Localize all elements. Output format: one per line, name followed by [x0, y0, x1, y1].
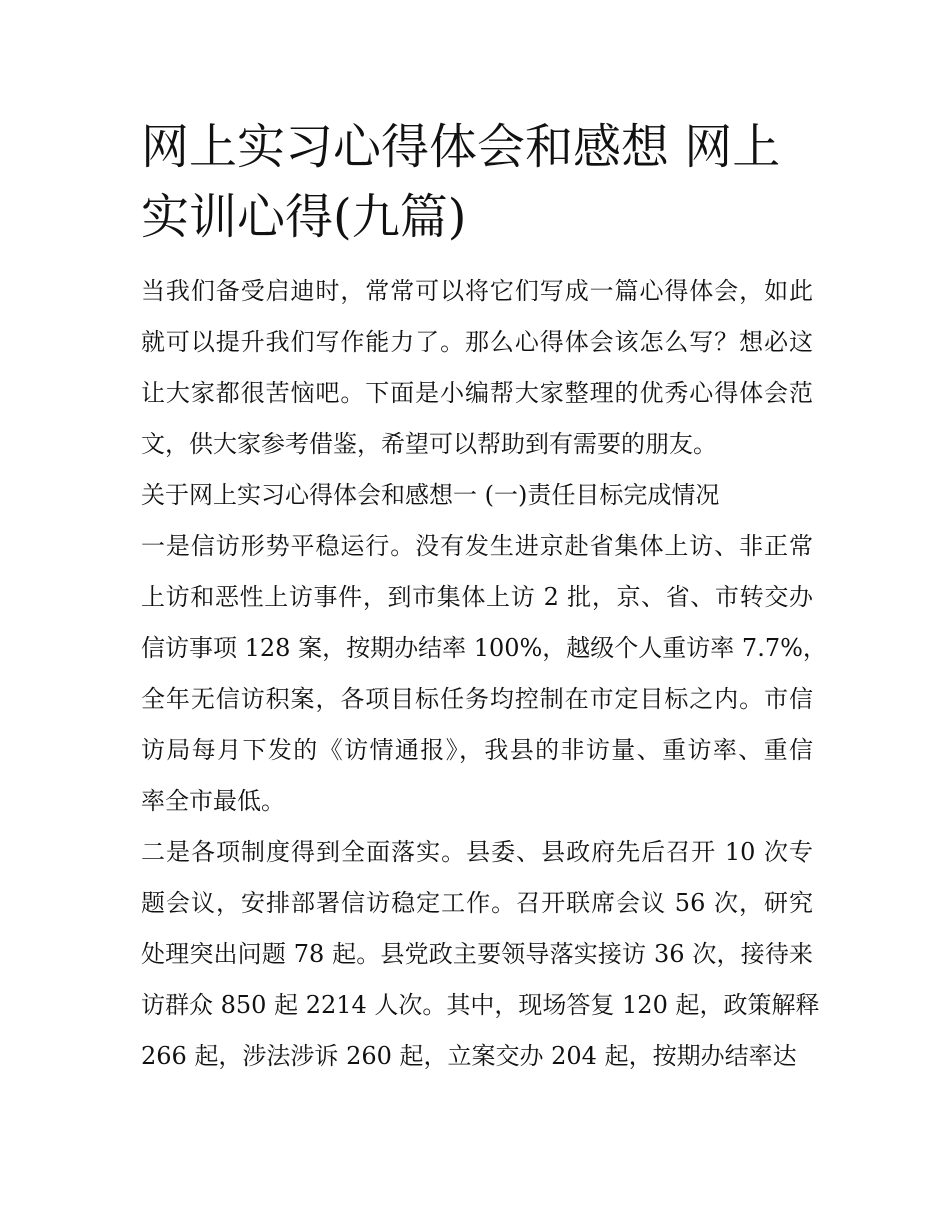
text-line: 就可以提升我们写作能力了。那么心得体会该怎么写？想必这	[141, 328, 813, 356]
text-line: 当我们备受启迪时，常常可以将它们写成一篇心得体会，如此	[141, 277, 813, 305]
text-line: 率全市最低。	[141, 787, 285, 815]
text-line: 让大家都很苦恼吧。下面是小编帮大家整理的优秀心得体会范	[141, 379, 813, 407]
title-line: 实训心得(九篇)	[141, 189, 467, 245]
text-line: 访群众 850 起 2214 人次。其中，现场答复 120 起，政策解释	[141, 991, 820, 1019]
paragraph-system-implementation	[141, 827, 820, 1082]
text-line: 关于网上实习心得体会和感想一 (一)责任目标完成情况	[141, 481, 720, 509]
section-heading	[141, 470, 813, 521]
text-line: 二是各项制度得到全面落实。县委、县政府先后召开 10 次专	[141, 838, 813, 866]
text-line: 处理突出问题 78 起。县党政主要领导落实接访 36 次，接待来	[141, 940, 813, 968]
intro-paragraph	[141, 266, 813, 470]
title-line: 网上实习心得体会和感想 网上	[141, 119, 781, 175]
text-line: 上访和恶性上访事件，到市集体上访 2 批，京、省、市转交办	[141, 583, 813, 611]
text-line: 全年无信访积案，各项目标任务均控制在市定目标之内。市信	[141, 685, 813, 713]
text-line: 信访事项 128 案，按期办结率 100%，越级个人重访率 7.7%，	[141, 634, 827, 662]
document-title	[141, 112, 813, 252]
text-line: 266 起，涉法涉诉 260 起，立案交办 204 起，按期办结率达	[141, 1042, 797, 1070]
paragraph-petition-situation	[141, 521, 827, 827]
text-line: 文，供大家参考借鉴，希望可以帮助到有需要的朋友。	[141, 430, 717, 458]
text-line: 一是信访形势平稳运行。没有发生进京赴省集体上访、非正常	[141, 532, 813, 560]
document-page	[141, 112, 827, 1082]
document-body	[141, 266, 827, 1082]
text-line: 访局每月下发的《访情通报》，我县的非访量、重访率、重信	[141, 736, 813, 764]
text-line: 题会议，安排部署信访稳定工作。召开联席会议 56 次，研究	[141, 889, 813, 917]
